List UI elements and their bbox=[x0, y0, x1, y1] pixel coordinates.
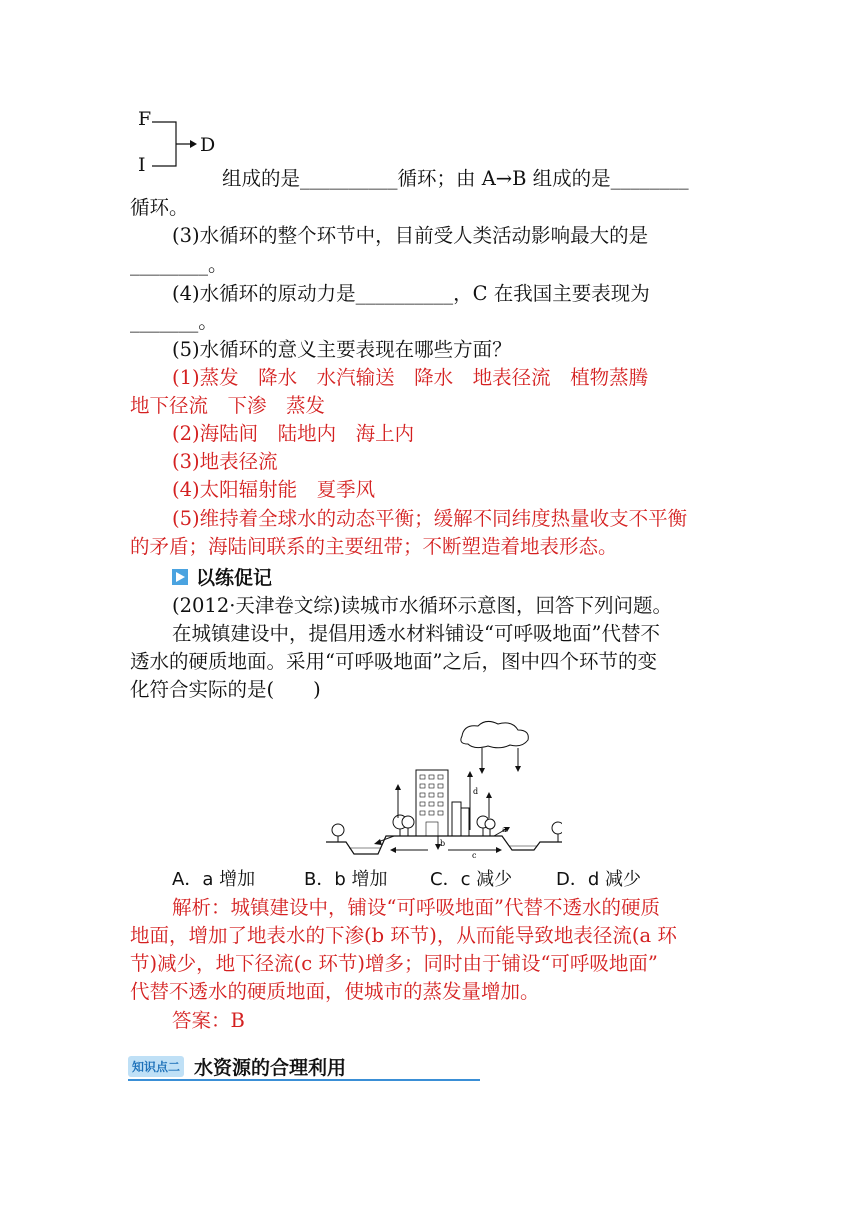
problem-line1: (2012·天津卷文综)读城市水循环示意图，回答下列问题。 bbox=[172, 594, 673, 617]
answer-3: (3)地表径流 bbox=[172, 450, 278, 473]
practice-heading-text: 以练促记 bbox=[196, 567, 273, 589]
analysis-line3: 节)减少，地下径流(c 环节)增多；同时由于铺设“可呼吸地面” bbox=[130, 952, 658, 975]
label-a-diagram: a bbox=[502, 825, 507, 834]
answer-2: (2)海陆间 陆地内 海上内 bbox=[172, 422, 415, 445]
knowledge-point-badge: 知识点二 bbox=[128, 1056, 184, 1077]
knowledge-point-title: 水资源的合理利用 bbox=[194, 1056, 347, 1079]
label-c-diagram: c bbox=[472, 851, 477, 860]
q4-line1: (4)水循环的原动力是__________，C 在我国主要表现为 bbox=[172, 282, 650, 305]
answer-5-line2: 的矛盾；海陆间联系的主要纽带；不断塑造着地表形态。 bbox=[130, 535, 618, 558]
choice-c: C．c 减少 bbox=[430, 869, 513, 890]
answer-1-line2: 地下径流 下渗 蒸发 bbox=[130, 394, 326, 417]
analysis-line4: 代替不透水的硬质地面，使城市的蒸发量增加。 bbox=[130, 980, 540, 1003]
analysis-line2: 地面，增加了地表水的下渗(b 环节)，从而能导致地表径流(a 环 bbox=[130, 924, 677, 947]
label-d: D bbox=[200, 134, 216, 156]
label-b-diagram: b bbox=[440, 839, 446, 848]
answer-5-line1: (5)维持着全球水的动态平衡；缓解不同纬度热量收支不平衡 bbox=[172, 507, 688, 530]
answer-line: 答案：B bbox=[172, 1009, 245, 1032]
choice-a: A．a 增加 bbox=[172, 869, 256, 890]
q2-line2: 循环。 bbox=[130, 196, 189, 219]
city-water-cycle-diagram bbox=[322, 718, 562, 860]
practice-heading bbox=[172, 563, 272, 590]
q3-line2: ________。 bbox=[130, 253, 228, 276]
analysis-line1: 解析：城镇建设中，铺设“可呼吸地面”代替不透水的硬质 bbox=[172, 896, 660, 919]
flow-bracket bbox=[150, 118, 202, 168]
answer-1-line1: (1)蒸发 降水 水汽输送 降水 地表径流 植物蒸腾 bbox=[172, 366, 649, 389]
label-f: F bbox=[138, 108, 152, 130]
label-i: I bbox=[138, 154, 146, 176]
q3-line1: (3)水循环的整个环节中，目前受人类活动影响最大的是 bbox=[172, 224, 649, 247]
q4-line2: _______。 bbox=[130, 310, 218, 333]
choice-b: B．b 增加 bbox=[304, 869, 388, 890]
answer-4: (4)太阳辐射能 夏季风 bbox=[172, 478, 376, 501]
q5: (5)水循环的意义主要表现在哪些方面？ bbox=[172, 338, 512, 361]
play-triangle-icon bbox=[172, 569, 188, 585]
knowledge-point-header bbox=[128, 1053, 480, 1081]
problem-line4: 化符合实际的是( ) bbox=[130, 678, 321, 701]
label-d-diagram: d bbox=[473, 787, 479, 796]
problem-line3: 透水的硬质地面。采用“可呼吸地面”之后，图中四个环节的变 bbox=[130, 650, 657, 673]
q2-line1: 组成的是__________循环；由 A→B 组成的是________ bbox=[222, 167, 689, 190]
problem-line2: 在城镇建设中，提倡用透水材料铺设“可呼吸地面”代替不 bbox=[172, 622, 660, 645]
choice-d: D．d 减少 bbox=[556, 869, 642, 890]
